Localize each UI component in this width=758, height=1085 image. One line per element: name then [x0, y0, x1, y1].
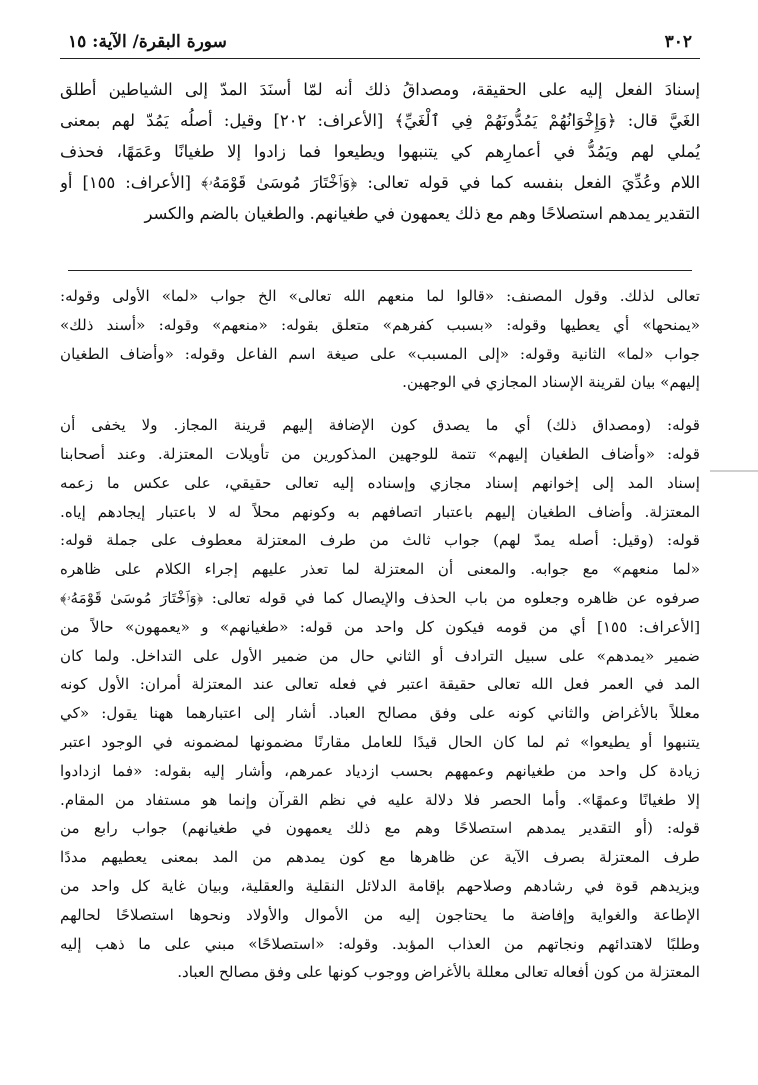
running-title: سورة البقرة/ الآية: ١٥: [68, 32, 227, 52]
commentary-line: المد في العمر فعل الله تعالى حقيقة اعتبر في فعله تعالى عند المعتزلة أمران: الأول كونه: [60, 675, 700, 694]
commentary-line: زيادة كل واحد من طغيانهم وعمههم بحسب ازدياد عمرهم، وأشار إليه بقوله: «فما ازدادوا: [60, 761, 700, 780]
section-divider: [68, 270, 692, 271]
commentary-line: إلا طغيانًا وعمهًا». وأما الحصر فلا دلالة عليه في نظم القرآن وإنما هو مستفاد من المقام.: [60, 790, 700, 809]
commentary-line: الإطاعة والغواية وإفاضة ما يحتاجون إليه من الأموال والأولاد ونحوها استصلاحًا لحالهم: [60, 905, 700, 924]
commentary-line: ويزيدهم قوة في رشادهم وصلاحهم بإقامة الدلائل النقلية والعقلية، وبيان غاية كل واحد من: [60, 876, 700, 895]
commentary-line: قوله: (ومصداق ذلك) أي ما يصدق كون الإضافة إليهم قرينة المجاز. ولا يخفى أن: [60, 416, 700, 435]
main-line: الغَيَّ قال: ﴿وَإِخْوَانُهُمْ يَمُدُّونَهُمْ فِي ٱلْغَيِّ﴾ [الأعراف: ٢٠٢] وقيل: أصلُه يَمُدّ لهم بمعنى: [60, 111, 700, 130]
main-tafsir-text: [60, 74, 700, 229]
commentary-line: قوله: «وأضاف الطغيان إليهم» تتمة للوجهين المذكورين من تأويلات المعتزلة. وعند أصحابنا: [60, 444, 700, 463]
commentary-line: ضمير «يمدهم» على سبيل الترادف أو الثاني حال من ضمير الأول على التداخل. ولما كان: [60, 646, 700, 665]
main-line: إسنادَ الفعل إليه على الحقيقة، ومصداقُ ذلك أنه لمّا أسنَدَ المدّ إلى الشياطين أطلق: [60, 80, 700, 99]
commentary-line: [الأعراف: ١٥٥] أي من قومه فيكون كل واحد من قوله: «طغيانهم» و «يعمهون» حالاً من: [60, 617, 700, 636]
page-header: [60, 30, 700, 59]
commentary-line: معللاً بالأغراض والثاني كونه على وفق مصالح العباد. أشار إلى اعتبارهما ههنا يقول: «كي: [60, 704, 700, 723]
commentary-line: إسناد المد إلى إخوانهم إسناد مجازي وإسناده إليه تعالى حقيقي، على عكس ما زعمه: [60, 473, 700, 492]
commentary-line: إليهم» بيان لقرينة الإسناد المجازي في الوجهين.: [402, 373, 700, 392]
scan-margin-mark: [710, 470, 758, 472]
commentary-line: طرف المعتزلة بصرف الآية عن ظاهرها مع كون يمدهم من المد بمعنى يعطيهم مددًا: [60, 848, 700, 867]
commentary-line: قوله: (أو التقدير يمدهم استصلاحًا وهم مع ذلك يعمهون في طغيانهم) جواب رابع من: [60, 819, 700, 838]
commentary-line: «يمنحها» أي يعطيها وقوله: «بسبب كفرهم» متعلق بقوله: «منعهم» وقوله: «أسند ذلك»: [60, 315, 700, 334]
commentary-line: المعتزلة من كون أفعاله تعالى معللة بالأغراض ووجوب كونها على وفق مصالح العباد.: [177, 963, 700, 982]
commentary-line: تعالى لذلك. وقول المصنف: «قالوا لما منعهم الله تعالى» الخ جواب «لما» الأولى وقوله:: [60, 287, 700, 305]
commentary-line: المعتزلة. وأضاف الطغيان إليهم باعتبار اتصافهم به وكونهم محلاً له لا باعتبار إيجادهم إياه.: [60, 502, 700, 521]
main-line: التقدير يمدهم استصلاحًا وهم مع ذلك يعمهون في طغيانهم. والطغيان بالضم والكسر: [144, 204, 700, 223]
commentary-line: صرفوه عن ظاهره وجعلوه من باب الحذف والإيصال كما في قوله تعالى: ﴿وَٱخْتَارَ مُوسَىٰ قَوْمَهُۥ﴾: [60, 588, 700, 607]
book-page: [60, 30, 700, 1070]
commentary-line: وطلبًا لاهتدائهم ونجاتهم من العذاب المؤبد. وقوله: «استصلاحًا» مبني على ما ذهب إليه: [60, 934, 700, 953]
main-line: اللام وعُدِّيَ الفعل بنفسه كما في قوله تعالى: ﴿وَٱخْتَارَ مُوسَىٰ قَوْمَهُۥ﴾ [الأعراف: ١٥٥] أو: [60, 173, 700, 192]
commentary-line: «لما منعهم» مع جوابه. والمعنى أن المعتزلة لما تعذر عليهم إجراء الكلام على ظاهره: [60, 560, 700, 579]
commentary-line: قوله: (وقيل: أصله يمدّ لهم) جواب ثالث من طرف المعتزلة معطوف على جملة قوله:: [60, 531, 700, 550]
main-line: يُملي لهم ويَمُدُّ في أعمارِهم كي يتنبهوا ويطيعوا فما زادوا إلا طغيانًا وعَمَهًا، فحذف: [60, 142, 700, 161]
page-number: ٣٠٢: [664, 32, 692, 52]
commentary-line: يتنبهوا أو يطيعوا» ثم لما كان الحال قيدًا للعامل مقارنًا مضمونها لمضمونه في الوجود اعتبر: [60, 732, 700, 751]
commentary-line: جواب «لما» الثانية وقوله: «إلى المسبب» على صيغة اسم الفاعل وقوله: «وأضاف الطغيان: [60, 344, 700, 363]
paragraph-gap: [60, 397, 700, 411]
commentary-text: [60, 282, 700, 987]
